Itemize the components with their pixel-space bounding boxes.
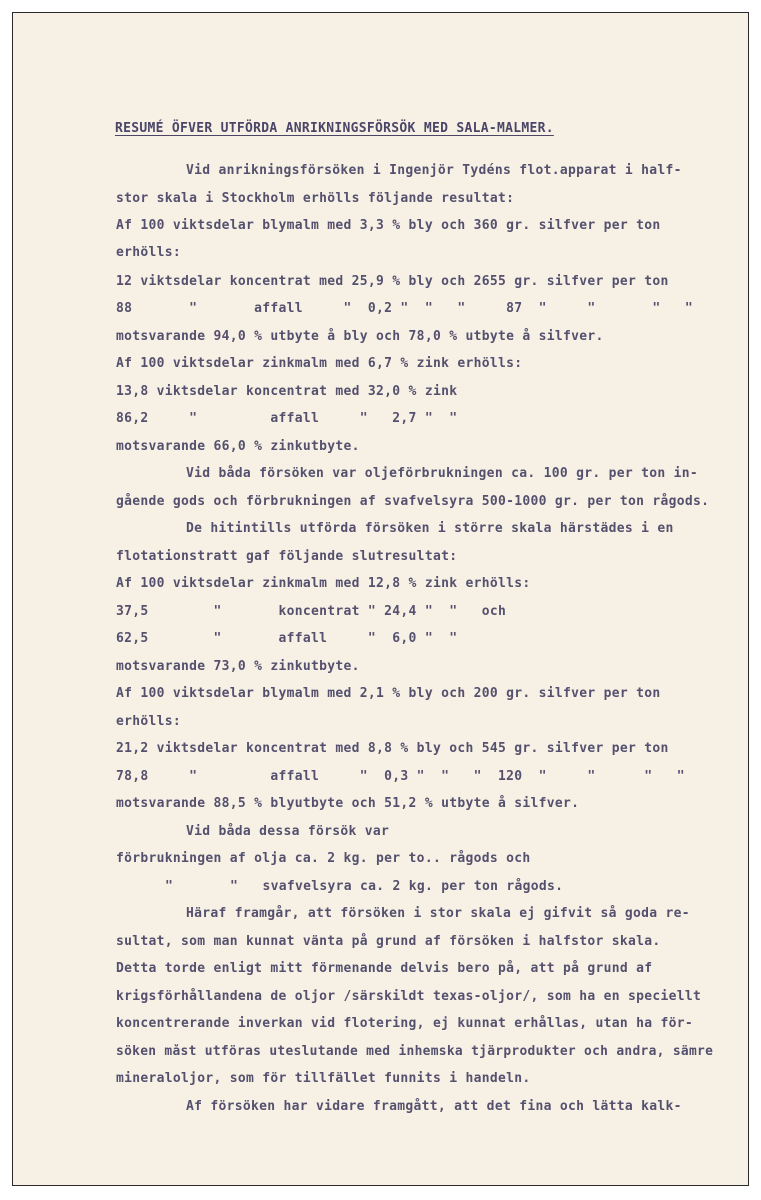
text-line: Häraf framgår, att försöken i stor skala ej gifvit så goda re- xyxy=(186,906,690,921)
text-line: mineraloljor, som för tillfället funnits i handeln. xyxy=(116,1071,531,1086)
document-page xyxy=(12,12,749,1186)
text-line: flotationstratt gaf följande slutresultat: xyxy=(116,549,458,564)
text-line: motsvarande 94,0 % utbyte å bly och 78,0 % utbyte å silfver. xyxy=(116,329,604,344)
text-line: De hitintills utförda försöken i större skala härstädes i en xyxy=(186,521,674,536)
text-line: motsvarande 73,0 % zinkutbyte. xyxy=(116,659,360,674)
text-line: Vid anrikningsförsöken i Ingenjör Tydéns flot.apparat i half- xyxy=(186,163,682,178)
text-line: söken måst utföras uteslutande med inhemska tjärprodukter och andra, sämre xyxy=(116,1044,714,1059)
text-line: 88 " affall " 0,2 " " " 87 " " " " xyxy=(116,301,693,316)
typed-text-area xyxy=(13,13,750,1187)
text-line: förbrukningen af olja ca. 2 kg. per to.. rågods och xyxy=(116,851,531,866)
text-line: 37,5 " koncentrat " 24,4 " " och xyxy=(116,604,507,619)
text-line: 21,2 viktsdelar koncentrat med 8,8 % bly och 545 gr. silfver per ton xyxy=(116,741,669,756)
text-line: 78,8 " affall " 0,3 " " " 120 " " " " xyxy=(116,769,685,784)
text-line: motsvarande 88,5 % blyutbyte och 51,2 % utbyte å silfver. xyxy=(116,796,580,811)
text-line: Af 100 viktsdelar blymalm med 3,3 % bly och 360 gr. silfver per ton xyxy=(116,218,661,233)
text-line: erhölls: xyxy=(116,714,182,729)
text-line: Af 100 viktsdelar zinkmalm med 12,8 % zink erhölls: xyxy=(116,576,531,591)
text-line: Detta torde enligt mitt förmenande delvis bero på, att på grund af xyxy=(116,961,653,976)
text-line: gående gods och förbrukningen af svafvelsyra 500-1000 gr. per ton rågods. xyxy=(116,494,710,509)
text-line: Af 100 viktsdelar zinkmalm med 6,7 % zink erhölls: xyxy=(116,356,523,371)
text-line: 86,2 " affall " 2,7 " " xyxy=(116,411,458,426)
text-line: koncentrerande inverkan vid flotering, ej kunnat erhållas, utan ha för- xyxy=(116,1016,693,1031)
text-line: sultat, som man kunnat vänta på grund af försöken i halfstor skala. xyxy=(116,934,661,949)
text-line: Vid båda dessa försök var xyxy=(186,824,390,839)
text-line: Af 100 viktsdelar blymalm med 2,1 % bly och 200 gr. silfver per ton xyxy=(116,686,661,701)
text-line: 12 viktsdelar koncentrat med 25,9 % bly och 2655 gr. silfver per ton xyxy=(116,274,669,289)
text-line: stor skala i Stockholm erhölls följande resultat: xyxy=(116,191,515,206)
text-line: 62,5 " affall " 6,0 " " xyxy=(116,631,458,646)
text-line: " " svafvelsyra ca. 2 kg. per ton rågods. xyxy=(165,879,564,894)
text-line: motsvarande 66,0 % zinkutbyte. xyxy=(116,439,360,454)
text-line: erhölls: xyxy=(116,245,182,260)
text-line: krigsförhållandena de oljor /särskildt texas-oljor/, som ha en speciellt xyxy=(116,989,702,1004)
text-line: Vid båda försöken var oljeförbrukningen ca. 100 gr. per ton in- xyxy=(186,466,698,481)
text-line: 13,8 viktsdelar koncentrat med 32,0 % zink xyxy=(116,384,458,399)
text-line: Af försöken har vidare framgått, att det fina och lätta kalk- xyxy=(186,1099,682,1114)
document-title: RESUMÉ ÖFVER UTFÖRDA ANRIKNINGSFÖRSÖK MED SALA-MALMER. xyxy=(115,121,554,136)
